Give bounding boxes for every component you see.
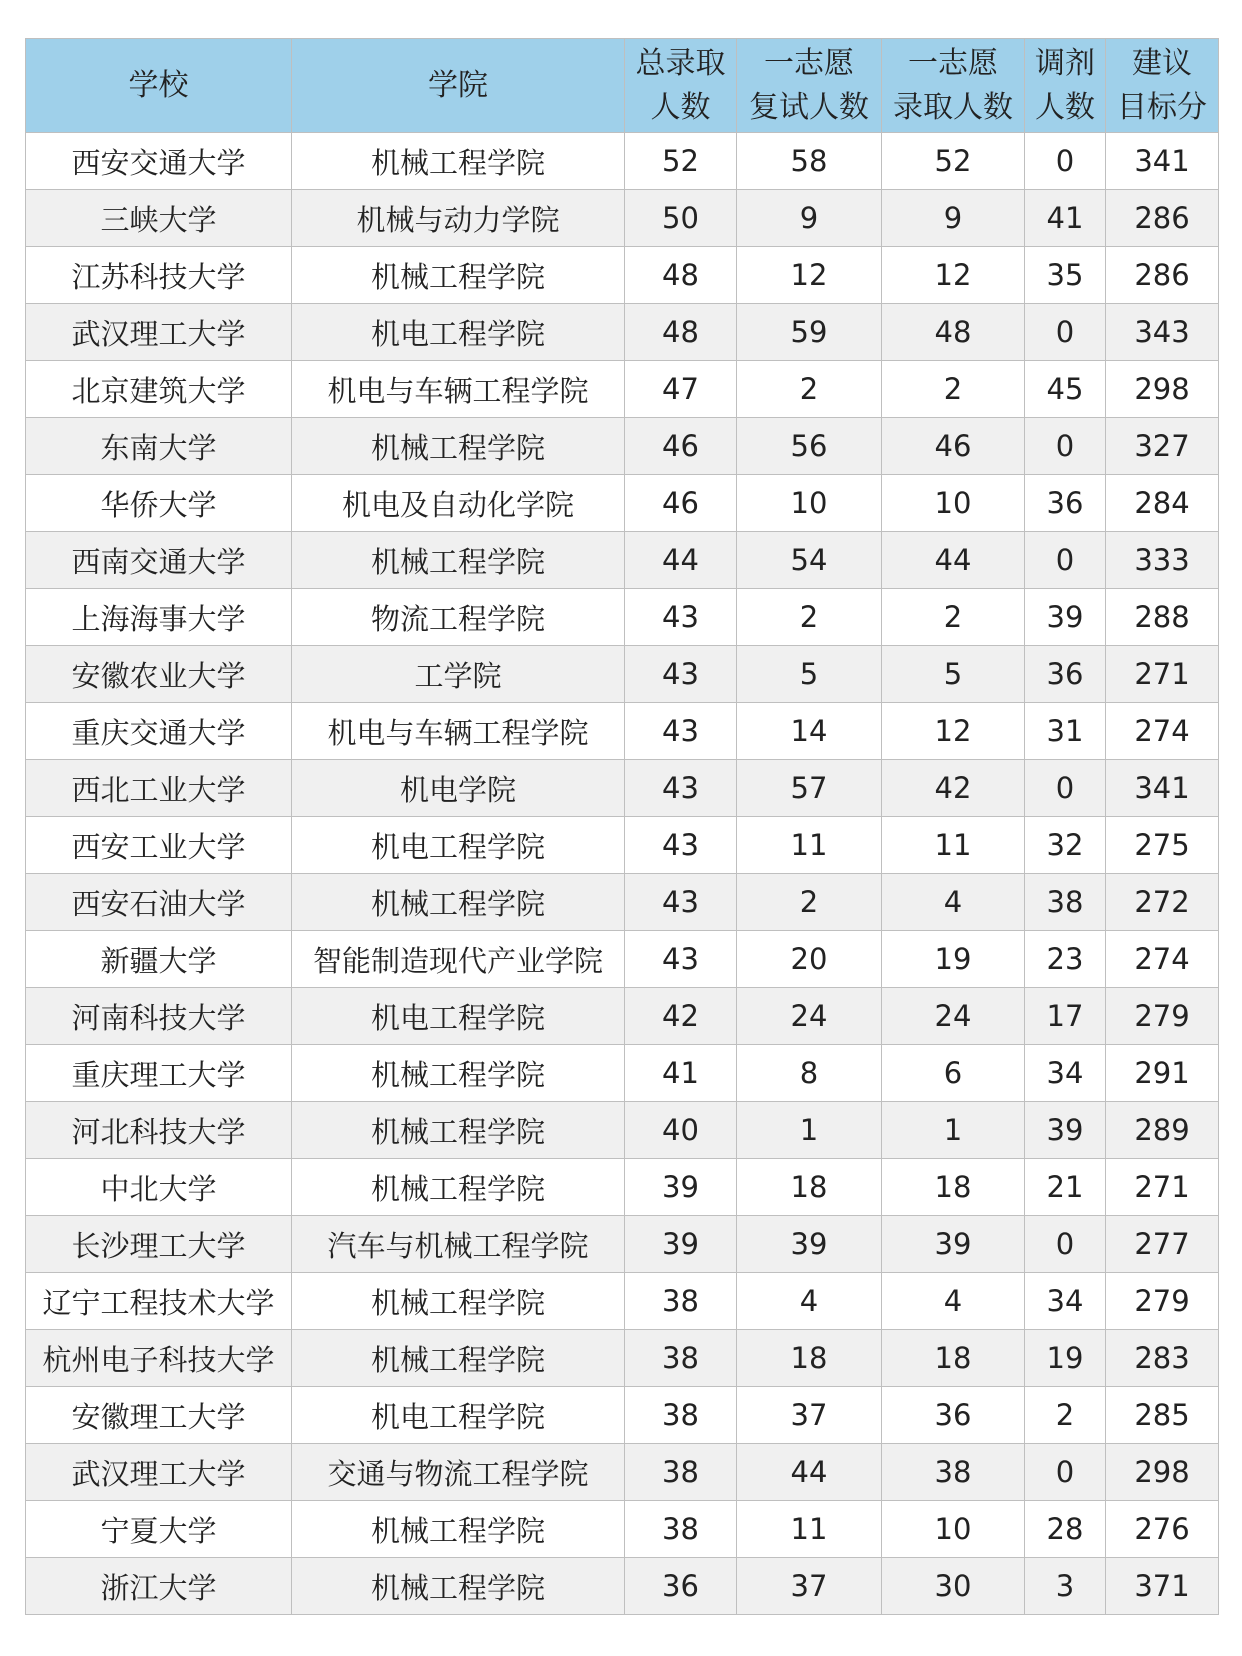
- school-cell: 重庆理工大学: [26, 1045, 292, 1102]
- first-choice-admitted-cell: 18: [882, 1330, 1025, 1387]
- total-admitted-cell: 39: [625, 1159, 737, 1216]
- total-admitted-cell: 38: [625, 1444, 737, 1501]
- total-admitted-cell: 43: [625, 931, 737, 988]
- adjustment-cell: 39: [1025, 1102, 1106, 1159]
- school-cell: 辽宁工程技术大学: [26, 1273, 292, 1330]
- target-score-cell: 286: [1106, 190, 1219, 247]
- first-choice-retest-cell: 44: [737, 1444, 882, 1501]
- first-choice-retest-cell: 9: [737, 190, 882, 247]
- column-header-line: 人数: [1035, 89, 1095, 125]
- column-header-first_admit: [882, 39, 1025, 133]
- adjustment-cell: 36: [1025, 475, 1106, 532]
- total-admitted-cell: 43: [625, 874, 737, 931]
- target-score-cell: 274: [1106, 931, 1219, 988]
- adjustment-cell: 2: [1025, 1387, 1106, 1444]
- target-score-cell: 283: [1106, 1330, 1219, 1387]
- column-header-line: 学院: [428, 67, 488, 103]
- table-row: [26, 475, 1219, 532]
- first-choice-admitted-cell: 4: [882, 1273, 1025, 1330]
- college-cell: 机电工程学院: [292, 988, 625, 1045]
- adjustment-cell: 0: [1025, 1444, 1106, 1501]
- school-cell: 西安交通大学: [26, 133, 292, 190]
- table-row: [26, 1159, 1219, 1216]
- table-row: [26, 1045, 1219, 1102]
- adjustment-cell: 0: [1025, 133, 1106, 190]
- target-score-cell: 271: [1106, 1159, 1219, 1216]
- first-choice-retest-cell: 2: [737, 589, 882, 646]
- school-cell: 西北工业大学: [26, 760, 292, 817]
- table-row: [26, 1387, 1219, 1444]
- table-row: [26, 1558, 1219, 1615]
- school-cell: 武汉理工大学: [26, 1444, 292, 1501]
- target-score-cell: 284: [1106, 475, 1219, 532]
- target-score-cell: 341: [1106, 133, 1219, 190]
- college-cell: 机械工程学院: [292, 1102, 625, 1159]
- target-score-cell: 274: [1106, 703, 1219, 760]
- column-header-adjust: [1025, 39, 1106, 133]
- target-score-cell: 288: [1106, 589, 1219, 646]
- college-cell: 机电与车辆工程学院: [292, 703, 625, 760]
- first-choice-retest-cell: 37: [737, 1387, 882, 1444]
- school-cell: 上海海事大学: [26, 589, 292, 646]
- adjustment-cell: 17: [1025, 988, 1106, 1045]
- college-cell: 机械工程学院: [292, 247, 625, 304]
- first-choice-retest-cell: 4: [737, 1273, 882, 1330]
- first-choice-admitted-cell: 36: [882, 1387, 1025, 1444]
- table-row: [26, 133, 1219, 190]
- school-cell: 安徽理工大学: [26, 1387, 292, 1444]
- column-header-line: 人数: [650, 89, 711, 125]
- first-choice-retest-cell: 39: [737, 1216, 882, 1273]
- total-admitted-cell: 48: [625, 247, 737, 304]
- college-cell: 机电及自动化学院: [292, 475, 625, 532]
- total-admitted-cell: 43: [625, 760, 737, 817]
- target-score-cell: 279: [1106, 1273, 1219, 1330]
- college-cell: 汽车与机械工程学院: [292, 1216, 625, 1273]
- first-choice-admitted-cell: 10: [882, 475, 1025, 532]
- adjustment-cell: 39: [1025, 589, 1106, 646]
- table-row: [26, 418, 1219, 475]
- total-admitted-cell: 41: [625, 1045, 737, 1102]
- column-header-line: 学校: [128, 67, 189, 103]
- school-cell: 重庆交通大学: [26, 703, 292, 760]
- first-choice-retest-cell: 58: [737, 133, 882, 190]
- total-admitted-cell: 43: [625, 589, 737, 646]
- first-choice-admitted-cell: 2: [882, 589, 1025, 646]
- table-row: [26, 1501, 1219, 1558]
- school-cell: 河北科技大学: [26, 1102, 292, 1159]
- first-choice-admitted-cell: 12: [882, 247, 1025, 304]
- college-cell: 机电工程学院: [292, 304, 625, 361]
- first-choice-admitted-cell: 1: [882, 1102, 1025, 1159]
- school-cell: 武汉理工大学: [26, 304, 292, 361]
- school-cell: 华侨大学: [26, 475, 292, 532]
- column-header-target: [1106, 39, 1219, 133]
- first-choice-retest-cell: 11: [737, 817, 882, 874]
- total-admitted-cell: 42: [625, 988, 737, 1045]
- college-cell: 机电工程学院: [292, 817, 625, 874]
- adjustment-cell: 31: [1025, 703, 1106, 760]
- college-cell: 工学院: [292, 646, 625, 703]
- adjustment-cell: 3: [1025, 1558, 1106, 1615]
- adjustment-cell: 45: [1025, 361, 1106, 418]
- table-row: [26, 760, 1219, 817]
- column-header-line: 一志愿: [764, 45, 854, 81]
- college-cell: 机械工程学院: [292, 1558, 625, 1615]
- first-choice-admitted-cell: 5: [882, 646, 1025, 703]
- college-cell: 智能制造现代产业学院: [292, 931, 625, 988]
- first-choice-admitted-cell: 6: [882, 1045, 1025, 1102]
- column-header-line: 目标分: [1117, 89, 1207, 125]
- school-cell: 三峡大学: [26, 190, 292, 247]
- total-admitted-cell: 38: [625, 1501, 737, 1558]
- first-choice-admitted-cell: 11: [882, 817, 1025, 874]
- first-choice-admitted-cell: 24: [882, 988, 1025, 1045]
- table-row: [26, 247, 1219, 304]
- target-score-cell: 277: [1106, 1216, 1219, 1273]
- college-cell: 机械工程学院: [292, 532, 625, 589]
- table-body: [26, 133, 1219, 1615]
- table-row: [26, 361, 1219, 418]
- table-row: [26, 1216, 1219, 1273]
- first-choice-admitted-cell: 2: [882, 361, 1025, 418]
- adjustment-cell: 41: [1025, 190, 1106, 247]
- total-admitted-cell: 38: [625, 1330, 737, 1387]
- school-cell: 安徽农业大学: [26, 646, 292, 703]
- column-header-line: 总录取: [635, 45, 726, 81]
- table-row: [26, 1102, 1219, 1159]
- table-row: [26, 988, 1219, 1045]
- column-header-first_retest: [737, 39, 882, 133]
- table-row: [26, 703, 1219, 760]
- first-choice-admitted-cell: 52: [882, 133, 1025, 190]
- column-header-line: 调剂: [1035, 45, 1095, 81]
- school-cell: 北京建筑大学: [26, 361, 292, 418]
- first-choice-admitted-cell: 9: [882, 190, 1025, 247]
- college-cell: 交通与物流工程学院: [292, 1444, 625, 1501]
- adjustment-cell: 0: [1025, 304, 1106, 361]
- first-choice-retest-cell: 5: [737, 646, 882, 703]
- table-row: [26, 646, 1219, 703]
- target-score-cell: 333: [1106, 532, 1219, 589]
- table-row: [26, 589, 1219, 646]
- target-score-cell: 327: [1106, 418, 1219, 475]
- adjustment-cell: 34: [1025, 1045, 1106, 1102]
- target-score-cell: 271: [1106, 646, 1219, 703]
- school-cell: 西南交通大学: [26, 532, 292, 589]
- first-choice-retest-cell: 20: [737, 931, 882, 988]
- table-row: [26, 817, 1219, 874]
- first-choice-retest-cell: 8: [737, 1045, 882, 1102]
- column-header-line: 一志愿: [908, 45, 998, 81]
- total-admitted-cell: 36: [625, 1558, 737, 1615]
- target-score-cell: 272: [1106, 874, 1219, 931]
- adjustment-cell: 21: [1025, 1159, 1106, 1216]
- school-cell: 西安工业大学: [26, 817, 292, 874]
- school-cell: 宁夏大学: [26, 1501, 292, 1558]
- total-admitted-cell: 44: [625, 532, 737, 589]
- total-admitted-cell: 38: [625, 1273, 737, 1330]
- adjustment-cell: 34: [1025, 1273, 1106, 1330]
- table-row: [26, 1444, 1219, 1501]
- table-row: [26, 1330, 1219, 1387]
- column-header-college: [292, 39, 625, 133]
- college-cell: 机械工程学院: [292, 874, 625, 931]
- first-choice-admitted-cell: 48: [882, 304, 1025, 361]
- first-choice-retest-cell: 18: [737, 1330, 882, 1387]
- target-score-cell: 286: [1106, 247, 1219, 304]
- college-cell: 机械工程学院: [292, 1330, 625, 1387]
- table-header: [26, 39, 1219, 133]
- column-header-line: 复试人数: [749, 89, 869, 125]
- target-score-cell: 298: [1106, 361, 1219, 418]
- target-score-cell: 275: [1106, 817, 1219, 874]
- table-row: [26, 1273, 1219, 1330]
- adjustment-cell: 35: [1025, 247, 1106, 304]
- college-cell: 机电与车辆工程学院: [292, 361, 625, 418]
- column-header-school: [26, 39, 292, 133]
- total-admitted-cell: 47: [625, 361, 737, 418]
- total-admitted-cell: 43: [625, 817, 737, 874]
- total-admitted-cell: 39: [625, 1216, 737, 1273]
- adjustment-cell: 0: [1025, 418, 1106, 475]
- adjustment-cell: 0: [1025, 760, 1106, 817]
- first-choice-admitted-cell: 38: [882, 1444, 1025, 1501]
- college-cell: 机械工程学院: [292, 133, 625, 190]
- first-choice-retest-cell: 2: [737, 361, 882, 418]
- college-cell: 机械工程学院: [292, 418, 625, 475]
- college-cell: 机械工程学院: [292, 1273, 625, 1330]
- total-admitted-cell: 52: [625, 133, 737, 190]
- college-cell: 机械工程学院: [292, 1159, 625, 1216]
- target-score-cell: 289: [1106, 1102, 1219, 1159]
- school-cell: 杭州电子科技大学: [26, 1330, 292, 1387]
- first-choice-retest-cell: 37: [737, 1558, 882, 1615]
- college-cell: 物流工程学院: [292, 589, 625, 646]
- first-choice-retest-cell: 2: [737, 874, 882, 931]
- school-cell: 长沙理工大学: [26, 1216, 292, 1273]
- adjustment-cell: 32: [1025, 817, 1106, 874]
- total-admitted-cell: 38: [625, 1387, 737, 1444]
- first-choice-admitted-cell: 44: [882, 532, 1025, 589]
- target-score-cell: 343: [1106, 304, 1219, 361]
- adjustment-cell: 23: [1025, 931, 1106, 988]
- total-admitted-cell: 48: [625, 304, 737, 361]
- first-choice-admitted-cell: 18: [882, 1159, 1025, 1216]
- college-cell: 机械与动力学院: [292, 190, 625, 247]
- total-admitted-cell: 43: [625, 646, 737, 703]
- first-choice-admitted-cell: 19: [882, 931, 1025, 988]
- adjustment-cell: 0: [1025, 532, 1106, 589]
- target-score-cell: 276: [1106, 1501, 1219, 1558]
- first-choice-retest-cell: 18: [737, 1159, 882, 1216]
- first-choice-admitted-cell: 46: [882, 418, 1025, 475]
- table-row: [26, 874, 1219, 931]
- header-row: [26, 39, 1219, 133]
- column-header-line: 录取人数: [893, 89, 1013, 125]
- first-choice-admitted-cell: 42: [882, 760, 1025, 817]
- first-choice-admitted-cell: 30: [882, 1558, 1025, 1615]
- total-admitted-cell: 46: [625, 418, 737, 475]
- table-row: [26, 931, 1219, 988]
- school-cell: 西安石油大学: [26, 874, 292, 931]
- admissions-table: [25, 38, 1219, 1615]
- total-admitted-cell: 50: [625, 190, 737, 247]
- school-cell: 中北大学: [26, 1159, 292, 1216]
- total-admitted-cell: 43: [625, 703, 737, 760]
- first-choice-retest-cell: 54: [737, 532, 882, 589]
- school-cell: 河南科技大学: [26, 988, 292, 1045]
- first-choice-retest-cell: 1: [737, 1102, 882, 1159]
- target-score-cell: 371: [1106, 1558, 1219, 1615]
- first-choice-admitted-cell: 39: [882, 1216, 1025, 1273]
- target-score-cell: 291: [1106, 1045, 1219, 1102]
- target-score-cell: 279: [1106, 988, 1219, 1045]
- first-choice-retest-cell: 57: [737, 760, 882, 817]
- college-cell: 机械工程学院: [292, 1045, 625, 1102]
- first-choice-retest-cell: 56: [737, 418, 882, 475]
- table-row: [26, 190, 1219, 247]
- adjustment-cell: 19: [1025, 1330, 1106, 1387]
- target-score-cell: 285: [1106, 1387, 1219, 1444]
- first-choice-retest-cell: 10: [737, 475, 882, 532]
- first-choice-retest-cell: 24: [737, 988, 882, 1045]
- column-header-total: [625, 39, 737, 133]
- first-choice-retest-cell: 59: [737, 304, 882, 361]
- total-admitted-cell: 46: [625, 475, 737, 532]
- school-cell: 东南大学: [26, 418, 292, 475]
- first-choice-retest-cell: 11: [737, 1501, 882, 1558]
- college-cell: 机电工程学院: [292, 1387, 625, 1444]
- school-cell: 浙江大学: [26, 1558, 292, 1615]
- college-cell: 机电学院: [292, 760, 625, 817]
- first-choice-retest-cell: 14: [737, 703, 882, 760]
- first-choice-retest-cell: 12: [737, 247, 882, 304]
- table-row: [26, 532, 1219, 589]
- target-score-cell: 341: [1106, 760, 1219, 817]
- college-cell: 机械工程学院: [292, 1501, 625, 1558]
- total-admitted-cell: 40: [625, 1102, 737, 1159]
- first-choice-admitted-cell: 10: [882, 1501, 1025, 1558]
- first-choice-admitted-cell: 4: [882, 874, 1025, 931]
- adjustment-cell: 0: [1025, 1216, 1106, 1273]
- table-row: [26, 304, 1219, 361]
- school-cell: 新疆大学: [26, 931, 292, 988]
- adjustment-cell: 36: [1025, 646, 1106, 703]
- admissions-table-wrap: [25, 38, 1218, 1615]
- school-cell: 江苏科技大学: [26, 247, 292, 304]
- target-score-cell: 298: [1106, 1444, 1219, 1501]
- first-choice-admitted-cell: 12: [882, 703, 1025, 760]
- adjustment-cell: 38: [1025, 874, 1106, 931]
- adjustment-cell: 28: [1025, 1501, 1106, 1558]
- column-header-line: 建议: [1132, 45, 1192, 81]
